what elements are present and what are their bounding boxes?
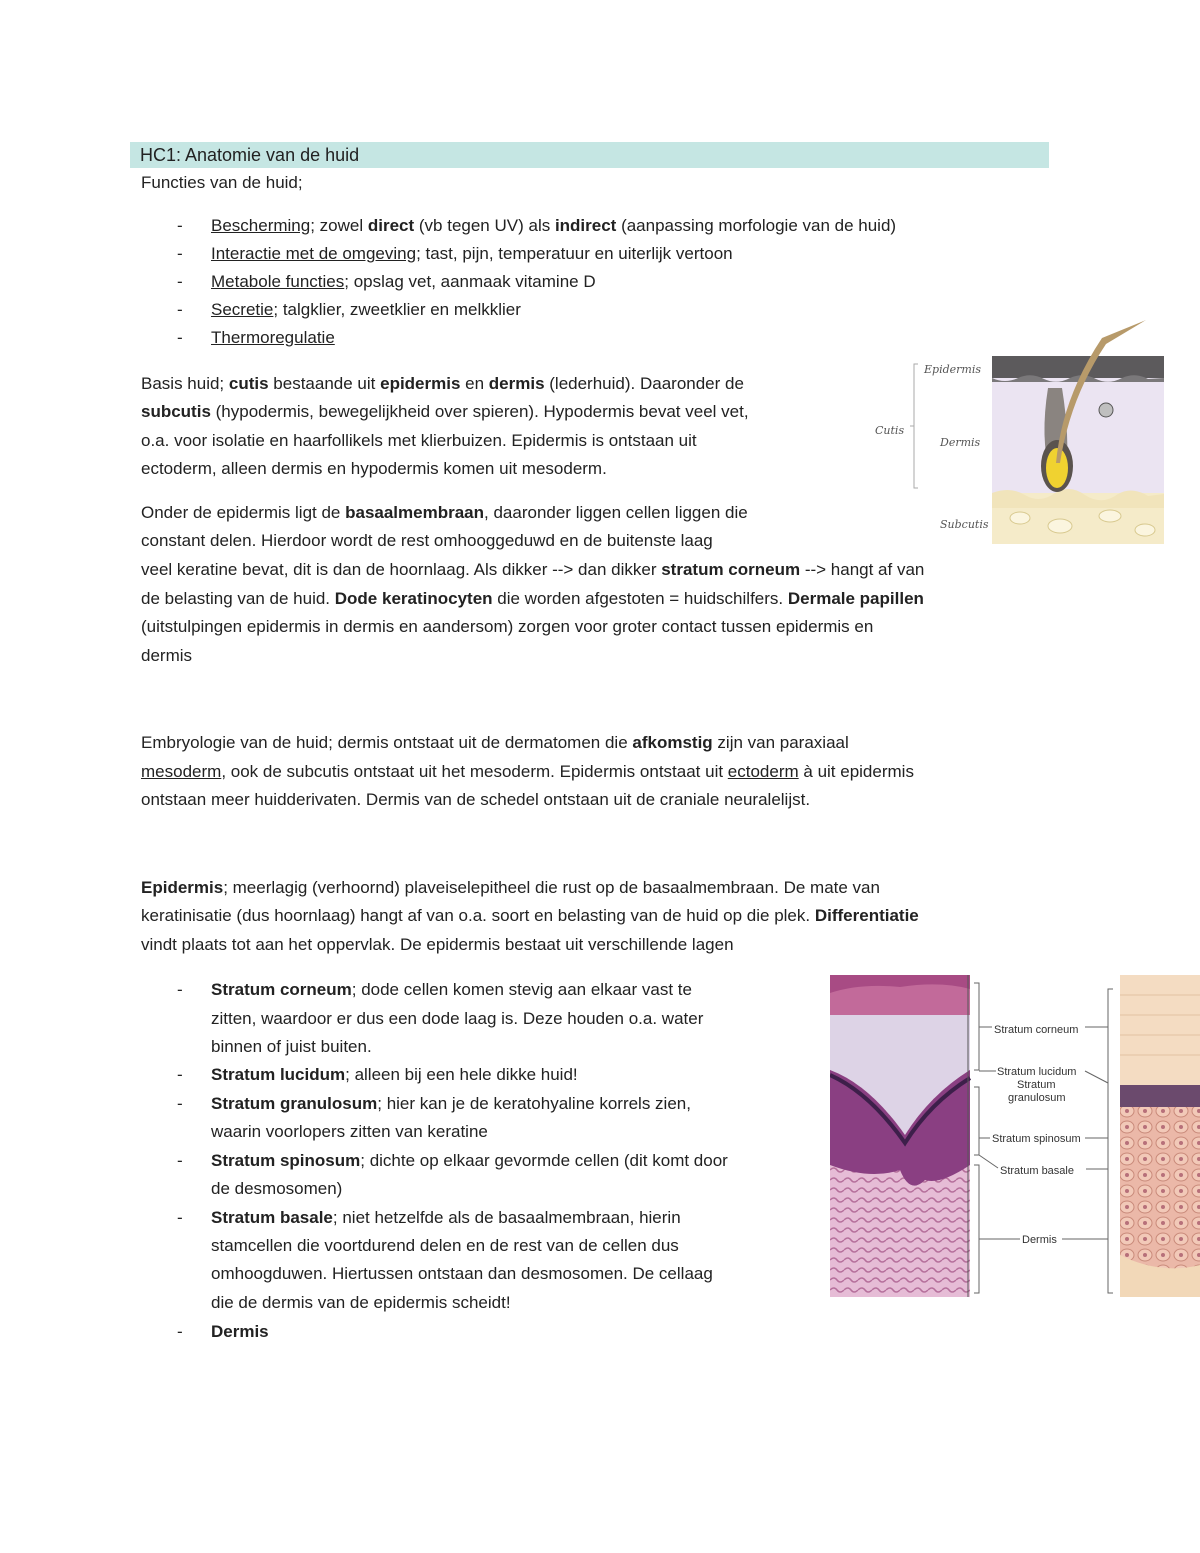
fig2-label-lucidum: Stratum lucidum	[997, 1066, 1077, 1078]
text-line: -	[177, 980, 183, 999]
text-line: binnen of juist buiten.	[211, 1037, 372, 1056]
fig1-label-subcutis: Subcutis	[940, 518, 989, 531]
text-line: Stratum spinosum; dichte op elkaar gevormde cellen (dit komt door	[211, 1151, 728, 1170]
fig2-label-granulosum1: Stratum	[1017, 1079, 1056, 1091]
text-line: vindt plaats tot aan het oppervlak. De epidermis bestaat uit verschillende lagen	[141, 935, 734, 954]
list-item: Interactie met de omgeving; tast, pijn, temperatuur en uiterlijk vertoon	[211, 244, 733, 263]
text-line: Stratum basale; niet hetzelfde als de basaalmembraan, hierin	[211, 1208, 681, 1227]
text-line: veel keratine bevat, dit is dan de hoornlaag. Als dikker --> dan dikker stratum corneum --> hangt af van	[141, 560, 925, 579]
text-line: mesoderm, ook de subcutis ontstaat uit het mesoderm. Epidermis ontstaat uit ectoderm à uit epidermis	[141, 762, 914, 781]
text-line: Embryologie van de huid; dermis ontstaat uit de dermatomen die afkomstig zijn van paraxiaal	[141, 733, 849, 752]
list-item: Thermoregulatie	[211, 328, 335, 347]
text-line: -	[177, 1151, 183, 1170]
text-line: waarin voorlopers zitten van keratine	[211, 1122, 488, 1141]
text-line: omhoogduwen. Hiertussen ontstaan dan desmosomen. De cellaag	[211, 1264, 713, 1283]
text-line: die de dermis van de epidermis scheidt!	[211, 1293, 511, 1312]
text-line: stamcellen die voortdurend delen en de rest van de cellen dus	[211, 1236, 679, 1255]
text-line: -	[177, 1322, 183, 1341]
text-line: constant delen. Hierdoor wordt de rest omhooggeduwd en de buitenste laag	[141, 531, 713, 550]
fig2-label-basale: Stratum basale	[1000, 1165, 1074, 1177]
text-line: subcutis (hypodermis, bewegelijkheid over spieren). Hypodermis bevat veel vet,	[141, 402, 749, 421]
text-line: -	[177, 1094, 183, 1113]
list-item: Metabole functies; opslag vet, aanmaak vitamine D	[211, 272, 596, 291]
text-line: Stratum lucidum; alleen bij een hele dikke huid!	[211, 1065, 578, 1084]
text-line: Dermis	[211, 1322, 269, 1341]
fig2-label-spinosum: Stratum spinosum	[992, 1133, 1081, 1145]
list-item: Bescherming; zowel direct (vb tegen UV) als indirect (aanpassing morfologie van de huid)	[211, 216, 897, 235]
epidermis-layer	[992, 356, 1164, 378]
fig2-label-dermis: Dermis	[1022, 1234, 1057, 1246]
text-line: Onder de epidermis ligt de basaalmembraan, daaronder liggen cellen liggen die	[141, 503, 748, 522]
text-line: zitten, waardoor er dus een dode laag is. Deze houden o.a. water	[211, 1009, 704, 1028]
text-line: (uitstulpingen epidermis in dermis en aandersom) zorgen voor groter contact tussen epidermis en	[141, 617, 874, 636]
fig2-label-corneum: Stratum corneum	[994, 1024, 1079, 1036]
text-line: Basis huid; cutis bestaande uit epidermis en dermis (lederhuid). Daaronder de	[141, 374, 744, 393]
text-line: dermis	[141, 646, 193, 665]
text-line: Epidermis; meerlagig (verhoornd) plaveiselepitheel die rust op de basaalmembraan. De mate van	[141, 878, 880, 897]
bullet: -	[177, 272, 183, 291]
functies-intro: Functies van de huid;	[141, 173, 303, 192]
skin-diagram-figure	[870, 318, 1170, 544]
fig2-label-granulosum2: granulosum	[1008, 1092, 1066, 1104]
bullet: -	[177, 300, 183, 319]
section-heading: HC1: Anatomie van de huid	[130, 142, 1049, 168]
bullet: -	[177, 328, 183, 347]
text-line: keratinisatie (dus hoornlaag) hangt af van o.a. soort en belasting van de huid op die plek. Differentiatie	[141, 906, 919, 925]
bullet: -	[177, 216, 183, 235]
fig1-label-dermis: Dermis	[940, 436, 981, 449]
bullet: -	[177, 244, 183, 263]
fig1-label-epidermis: Epidermis	[924, 363, 981, 376]
text-line: Stratum granulosum; hier kan je de keratohyaline korrels zien,	[211, 1094, 691, 1113]
text-line: de desmosomen)	[211, 1179, 343, 1198]
text-line: Stratum corneum; dode cellen komen stevig aan elkaar vast te	[211, 980, 692, 999]
list-item: Secretie; talgklier, zweetklier en melkklier	[211, 300, 521, 319]
histology-figure	[830, 975, 1200, 1297]
text-line: ontstaan meer huidderivaten. Dermis van de schedel ontstaan uit de craniale neuralelijst.	[141, 790, 811, 809]
text-line: ectoderm, alleen dermis en hypodermis komen uit mesoderm.	[141, 459, 607, 478]
text-line: -	[177, 1065, 183, 1084]
text-line: de belasting van de huid. Dode keratinocyten die worden afgestoten = huidschilfers. Dermale papillen	[141, 589, 924, 608]
text-line: o.a. voor isolatie en haarfollikels met klierbuizen. Epidermis is ontstaan uit	[141, 431, 697, 450]
fig1-label-cutis: Cutis	[875, 424, 905, 437]
text-line: -	[177, 1208, 183, 1227]
